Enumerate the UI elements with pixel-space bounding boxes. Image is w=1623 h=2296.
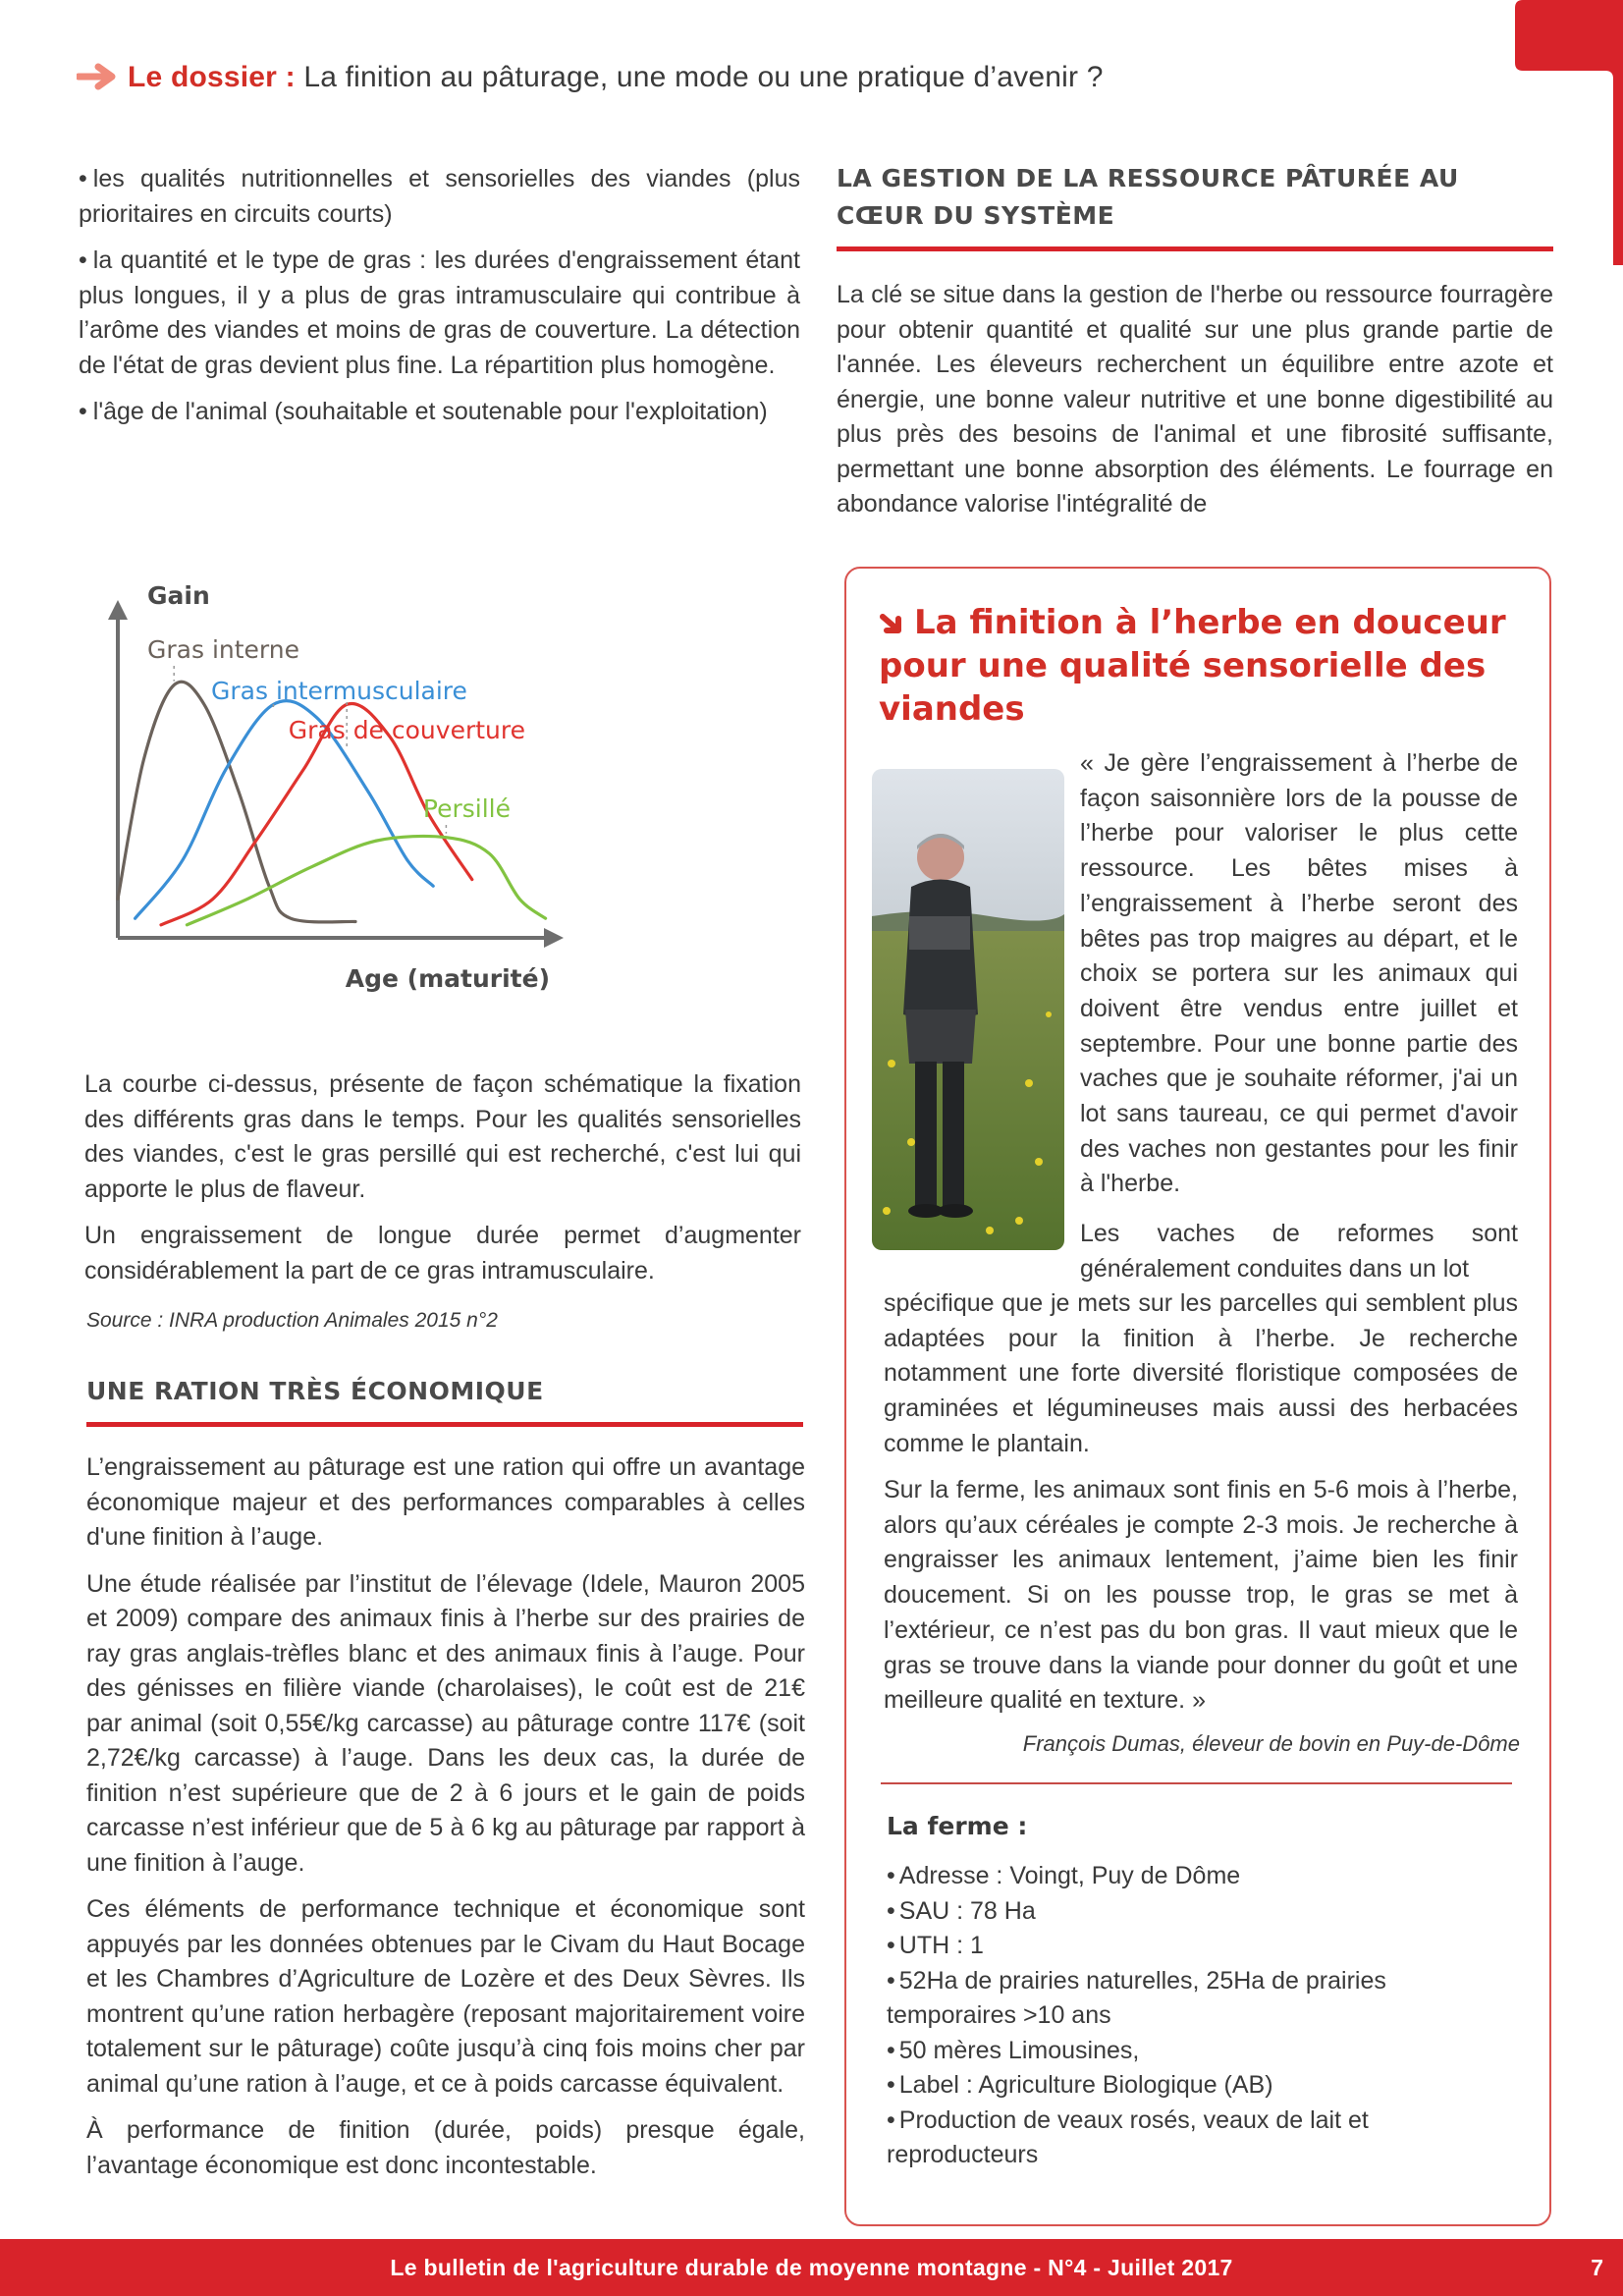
- box-divider: [881, 1782, 1512, 1784]
- bullet-item: • la quantité et le type de gras : les durées d'engraissement étant plus longues, il y a plus de gras intramusculaire qui contribue à l’arôme des viandes et moins de gras de couverture. La détection de l'état de gras devient plus fine. La répartition plus homogène.: [79, 244, 800, 383]
- page-header: [77, 61, 1104, 94]
- section-rule: [86, 1422, 803, 1427]
- caption-paragraph: La courbe ci-dessus, présente de façon schématique la fixation des différents gras dans le temps. Pour les qualités sensorielles des viandes, c'est le gras persillé qui est recherché, c'est lui qui apporte le plus de flaveur.: [84, 1070, 801, 1203]
- arrow-down-right-icon: [879, 611, 906, 636]
- y-axis-arrowhead: [108, 600, 128, 620]
- bullet-item: • les qualités nutritionnelles et sensorielles des viandes (plus prioritaires en circuits courts): [79, 162, 800, 232]
- x-axis-label: Age (maturité): [345, 964, 550, 993]
- quote-part-1: « Je gère l’engraissement à l’herbe de façon saisonnière lors de la pousse de l’herbe pour valoriser le plus cette ressource. Les bêtes mises à l’engraissement à l’herbe seront des bêtes pas trop maigres au départ, et le choix se portera sur les animaux qui doivent être vendus entre juillet et septembre. Pour une bonne partie des vaches que je souhaite réformer, j'ai un lot sans taureau, ce qui permet d'avoir des vaches non gestantes pour les finir à l'herbe.: [1080, 749, 1518, 1198]
- source-note: Source : INRA production Animales 2015 n°2: [86, 1309, 498, 1332]
- dossier-label: Le dossier: [128, 61, 278, 93]
- body-paragraph: Une étude réalisée par l’institut de l’élevage (Idele, Mauron 2005 et 2009) compare des animaux finis à l’herbe sur des prairies de ray gras anglais-trèfles blanc et des animaux finis à l’auge. Pour des génisses en filière viande (charolaises), le coût est de 21€ par animal (soit 0,55€/kg carcasse) au pâturage contre 117€ (soit 2,72€/kg carcasse) à l’auge. Dans les deux cas, la durée de finition n’est supérieure que de 2 à 6 jours et le gain de poids carcasse n’est inférieur que de 5 à 6 kg au pâturage par rapport à une finition à l’auge.: [86, 1569, 805, 1877]
- farm-detail-item: • 52Ha de prairies naturelles, 25Ha de prairies temporaires >10 ans: [887, 1964, 1436, 2034]
- page-number: 7: [1591, 2255, 1603, 2280]
- farm-detail-item: • SAU : 78 Ha: [887, 1894, 1436, 1930]
- body-paragraph: Ces éléments de performance technique et économique sont appuyés par les données obtenues par le Civam du Haut Bocage et les Chambres d’Agriculture de Lozère et des Deux Sèvres. Ils montrent qu’une ration herbagère (reposant majoritairement voire totalement sur le pâturage) coûte jusqu’à cinq fois moins cher par animal qu’une ration à l’auge, et ce à poids carcasse équivalent.: [86, 1895, 805, 2098]
- arrow-right-icon: [77, 63, 122, 90]
- box-title: [879, 601, 1527, 731]
- bullet-item: • l'âge de l'animal (souhaitable et soutenable pour l'exploitation): [79, 395, 800, 430]
- farm-details-list: [887, 1859, 1436, 2173]
- quote-part-2b: spécifique que je mets sur les parcelles qui semblent plus adaptées pour la finition à l’herbe. Je recherche notamment une forte diversité floristique composées de graminées et légumineuses mais aussi des herbacées comme le plantain.: [884, 1289, 1518, 1457]
- series-label-4: Persillé: [422, 794, 511, 823]
- farm-title: La ferme :: [887, 1812, 1028, 1840]
- ration-body: [86, 1450, 805, 2195]
- series-label-2: Gras intermusculaire: [211, 677, 467, 705]
- resource-paragraph: La clé se situe dans la gestion de l'herbe ou ressource fourragère pour obtenir quantité et qualité sur une plus grande partie de l'année. Les éleveurs recherchent un équilibre entre azote et énergie, une bonne valeur nutritive et une bonne digestibilité au plus près des besoins de l'animal et une fibrosité suffisante, permettant une bonne absorption des éléments. Le fourrage en abondance valorise l'intégralité de: [837, 281, 1553, 518]
- farm-detail-item: • 50 mères Limousines,: [887, 2034, 1436, 2069]
- quote-part-2a: Les vaches de reformes sont généralement conduites dans un lot: [1080, 1220, 1518, 1283]
- header-colon: :: [277, 61, 304, 93]
- caption-paragraph: Un engraissement de longue durée permet d’augmenter considérablement la part de ce gras intramusculaire.: [84, 1222, 801, 1285]
- series-line-4: [187, 836, 545, 924]
- ration-section: [86, 1373, 803, 1427]
- series-label-1: Gras interne: [147, 635, 299, 664]
- chart-caption: [84, 1067, 801, 1300]
- body-paragraph: À performance de finition (durée, poids) presque égale, l’avantage économique est donc incontestable.: [86, 2116, 805, 2179]
- intro-bullet-list: [79, 162, 800, 442]
- fat-curve-chart: [79, 579, 785, 1002]
- farm-detail-item: • Label : Agriculture Biologique (AB): [887, 2068, 1436, 2104]
- section-title: UNE RATION TRÈS ÉCONOMIQUE: [86, 1377, 544, 1405]
- farmer-photo: [872, 769, 1064, 1250]
- section-rule: [837, 246, 1553, 251]
- x-axis-arrowhead: [544, 928, 564, 948]
- farm-detail-item: • Adresse : Voingt, Puy de Dôme: [887, 1859, 1436, 1894]
- farm-detail-item: • Production de veaux rosés, veaux de lait et reproducteurs: [887, 2104, 1436, 2173]
- series-label-3: Gras de couverture: [288, 716, 525, 744]
- y-axis-label: Gain: [147, 581, 210, 610]
- resource-section: [837, 160, 1553, 251]
- header-title: La finition au pâturage, une mode ou une pratique d’avenir ?: [303, 61, 1104, 93]
- footer-text: Le bulletin de l'agriculture durable de moyenne montagne - N°4 - Juillet 2017: [390, 2255, 1233, 2280]
- quote-signature: François Dumas, éleveur de bovin en Puy-de-Dôme: [1022, 1731, 1520, 1756]
- quote-part-3: Sur la ferme, les animaux sont finis en 5-6 mois à l’herbe, alors qu’aux céréales je compte 2-3 mois. Je recherche à engraisser les animaux lentement, j’aime bien les finir doucement. Si on les pousse trop, le gras se met à l’extérieur, ce n’est pas du bon gras. Il vaut mieux que le gras se trouve dans la viande pour donner du goût et une meilleure qualité en texture. »: [884, 1476, 1518, 1715]
- farm-detail-item: • UTH : 1: [887, 1929, 1436, 1964]
- body-paragraph: L’engraissement au pâturage est une ration qui offre un avantage économique majeur et des performances comparables à celles d'une finition à l’auge.: [86, 1453, 805, 1551]
- section-title: LA GESTION DE LA RESSOURCE PÂTURÉE AU CŒUR DU SYSTÈME: [837, 164, 1459, 230]
- box-title-text: La finition à l’herbe en douceur pour une qualité sensorielle des viandes: [879, 603, 1506, 729]
